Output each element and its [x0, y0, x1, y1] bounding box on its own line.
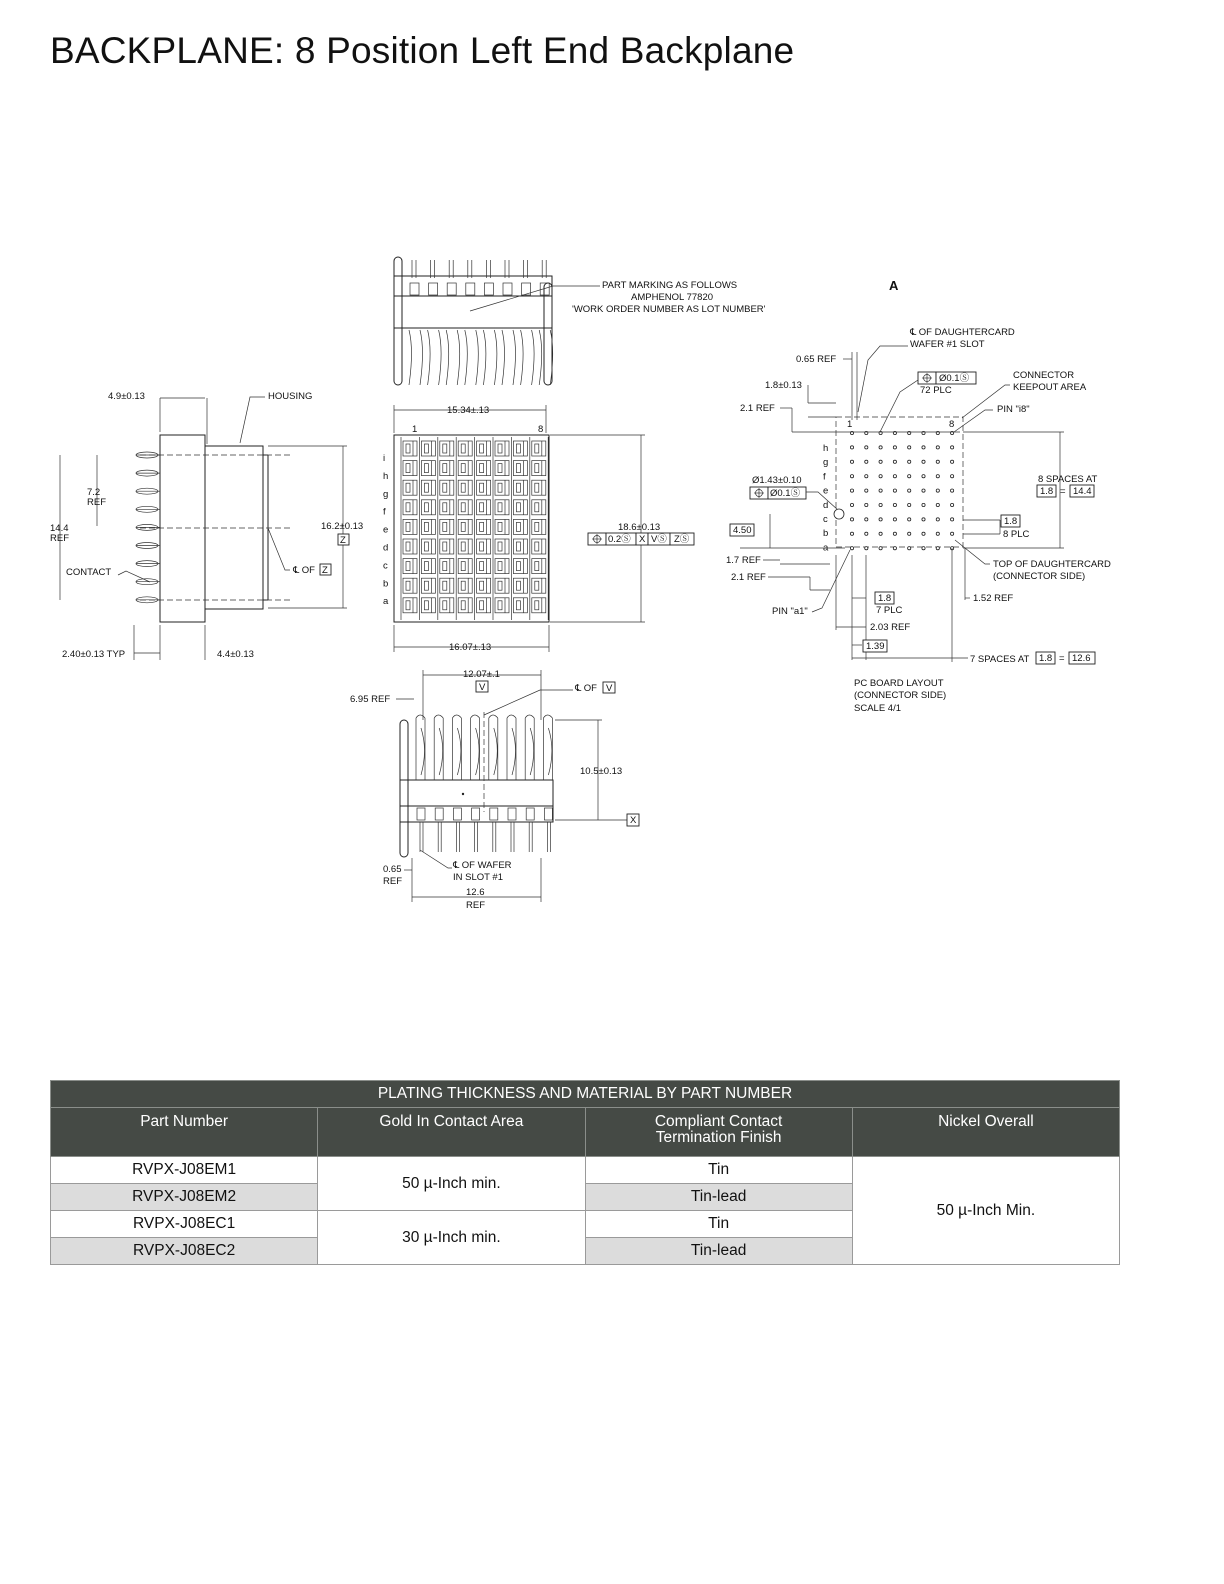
wafer-contact: [465, 330, 479, 385]
contact-slot: [480, 581, 484, 590]
dim-12-6-b: REF: [466, 900, 485, 911]
contact-slot: [498, 464, 502, 473]
header-finish: [585, 1108, 852, 1157]
pcb-hole: [922, 446, 925, 449]
contact-slot: [424, 542, 428, 551]
detail-a: A: [889, 278, 899, 293]
contact-slot: [406, 464, 410, 473]
cl-dc-2: WAFER #1 SLOT: [910, 339, 985, 350]
spaces8-eq: =: [1060, 486, 1066, 497]
housing-label: HOUSING: [268, 391, 313, 402]
wafer-contact: [489, 715, 498, 780]
pcb-row-label: a: [823, 542, 829, 554]
contact-slot: [461, 483, 465, 492]
pin-window: [484, 283, 493, 295]
pcb-hole: [936, 503, 939, 506]
dim-4-50: 4.50: [733, 525, 752, 536]
front-col-1: 1: [412, 424, 418, 435]
table-title: PLATING THICKNESS AND MATERIAL BY PART NUMBER: [51, 1081, 1120, 1108]
part-marking-2: AMPHENOL 77820: [631, 292, 714, 303]
dim-6-95: 6.95 REF: [350, 694, 391, 705]
pcb-hole: [908, 489, 911, 492]
tol-pos: 0.2Ⓢ: [608, 534, 631, 545]
spaces7-a: 1.8: [1039, 653, 1053, 664]
spaces7-1: 7 SPACES AT: [970, 654, 1030, 665]
contact-slot: [424, 601, 428, 610]
header-finish-line2: Termination Finish: [655, 1129, 782, 1146]
contact-slot: [443, 542, 447, 551]
pin-window: [503, 283, 512, 295]
pcb-hole: [922, 475, 925, 478]
pin-window: [490, 808, 498, 820]
pin-window: [447, 283, 456, 295]
contact-slot: [461, 464, 465, 473]
contact-spring: [421, 728, 425, 775]
pcb-row-label: c: [823, 514, 828, 525]
contact-slot: [535, 444, 539, 453]
contact-slot: [498, 503, 502, 512]
pcb-hole: [893, 475, 896, 478]
side-view: [50, 391, 363, 660]
ref-7-2-b: REF: [87, 497, 106, 508]
pcb-hole: [922, 503, 925, 506]
pcb-hole: [865, 489, 868, 492]
contact-slot: [406, 503, 410, 512]
dim-1-39: 1.39: [866, 641, 885, 652]
pcb-tol-dia: Ø0.1Ⓢ: [939, 373, 970, 384]
pcb-hole: [922, 489, 925, 492]
pcb-hole: [908, 446, 911, 449]
pcb-hole: [865, 460, 868, 463]
gold-cell: 50 µ-Inch min.: [318, 1157, 585, 1211]
contact-slot: [535, 581, 539, 590]
front-row-label: b: [383, 578, 389, 590]
front-row-label: d: [383, 542, 389, 554]
pcb-hole: [850, 475, 853, 478]
contact-slot: [461, 581, 465, 590]
keepout-2: KEEPOUT AREA: [1013, 382, 1087, 393]
contact-slot: [424, 562, 428, 571]
wafer-contact: [525, 715, 534, 780]
gold-cell: 30 µ-Inch min.: [318, 1211, 585, 1265]
ref-2-1-b: 2.1 REF: [731, 572, 766, 583]
pcb-hole: [908, 460, 911, 463]
contact-slot: [480, 444, 484, 453]
contact-slot: [516, 503, 520, 512]
pcb-hole: [951, 489, 954, 492]
dim-12-6: 12.6: [466, 887, 485, 898]
contact-slot: [535, 464, 539, 473]
pcb-hole: [879, 489, 882, 492]
contact-spring: [512, 728, 516, 775]
pin-window: [526, 808, 534, 820]
plating-table: [50, 1080, 1120, 1265]
pin-window: [417, 808, 425, 820]
spaces8-a: 1.8: [1040, 486, 1054, 497]
part-number-cell: RVPX-J08EM2: [51, 1184, 318, 1211]
dim-1-8-013: 1.8±0.13: [765, 380, 802, 391]
pcb-hole: [893, 460, 896, 463]
contact-slot: [406, 483, 410, 492]
contact-slot: [480, 542, 484, 551]
finish-cell: Tin-lead: [585, 1238, 852, 1265]
wafer-contact: [428, 330, 442, 385]
cl-of-v: ℄ OF: [575, 683, 597, 694]
contact-spring: [530, 728, 534, 775]
pcb-col-1: 1: [847, 419, 853, 430]
contact-slot: [535, 503, 539, 512]
spaces7-eq: =: [1059, 653, 1065, 664]
pcb-hole: [908, 503, 911, 506]
contact-slot: [516, 581, 520, 590]
pcb-hole: [879, 446, 882, 449]
pin-window: [472, 808, 480, 820]
contact-spring: [548, 728, 552, 775]
pcb-hole: [951, 460, 954, 463]
bottom-view: [350, 669, 639, 911]
contact-slot: [516, 444, 520, 453]
tol-x: X: [639, 534, 646, 545]
pcb-hole: [936, 489, 939, 492]
contact-slot: [443, 522, 447, 531]
front-view: [383, 405, 694, 653]
contact-slot: [498, 542, 502, 551]
dim-0-65: 0.65: [383, 864, 402, 875]
contact-slot: [498, 562, 502, 571]
part-number-cell: RVPX-J08EC1: [51, 1211, 318, 1238]
pcb-row-label: g: [823, 457, 829, 469]
dim-15-34: 15.34±.13: [447, 405, 490, 416]
pcb-row-label: h: [823, 443, 829, 454]
contact-slot: [443, 464, 447, 473]
pcb-hole: [850, 460, 853, 463]
contact-slot: [480, 601, 484, 610]
pcb-hole: [850, 446, 853, 449]
front-row-label: e: [383, 524, 389, 536]
part-marking-3: 'WORK ORDER NUMBER AS LOT NUMBER': [572, 304, 766, 315]
contact-slot: [516, 601, 520, 610]
contact-slot: [535, 562, 539, 571]
pcb-hole: [865, 532, 868, 535]
contact-slot: [406, 542, 410, 551]
table-row: [51, 1157, 1120, 1184]
pcb-hole: [908, 532, 911, 535]
pcb-row-label: f: [823, 471, 826, 483]
contact-slot: [480, 503, 484, 512]
contact-slot: [516, 483, 520, 492]
pcb-hole: [893, 532, 896, 535]
ref-14-4-b: REF: [50, 533, 69, 544]
hole-tol: Ø0.1Ⓢ: [770, 488, 801, 499]
contact-slot: [406, 562, 410, 571]
wafer-contact: [539, 330, 553, 385]
tol-v: VⓈ: [651, 534, 667, 545]
ref-7-2: 7.2: [87, 487, 101, 498]
contact-slot: [516, 542, 520, 551]
contact-slot: [480, 562, 484, 571]
contact-slot: [424, 503, 428, 512]
pcb-hole: [908, 518, 911, 521]
contact-slot: [516, 464, 520, 473]
contact-slot: [498, 522, 502, 531]
pcb-hole: [893, 489, 896, 492]
front-row-label: i: [383, 453, 386, 464]
pcb-hole: [908, 475, 911, 478]
header-finish-line1: Compliant Contact: [654, 1113, 783, 1130]
pcb-hole: [951, 446, 954, 449]
pin-window: [544, 808, 552, 820]
pcb-hole: [850, 532, 853, 535]
contact-slot: [498, 601, 502, 610]
contact-slot: [424, 522, 428, 531]
pcb-hole: [865, 475, 868, 478]
pcb-hole: [850, 489, 853, 492]
dim-18-6: 18.6±0.13: [618, 522, 661, 533]
pcb-hole: [865, 503, 868, 506]
wafer-contact: [416, 715, 425, 780]
pin-window: [508, 808, 516, 820]
part-number-cell: RVPX-J08EC2: [51, 1238, 318, 1265]
plc-72: 72 PLC: [920, 385, 952, 396]
ref-2-1: 2.1 REF: [740, 403, 775, 414]
contact-slot: [461, 444, 465, 453]
dim-4-9: 4.9±0.13: [108, 391, 145, 402]
pcb-hole: [951, 532, 954, 535]
contact-slot: [406, 581, 410, 590]
header-part-number: Part Number: [51, 1108, 318, 1157]
contact-slot: [443, 581, 447, 590]
pcb-hole: [922, 518, 925, 521]
contact-slot: [480, 464, 484, 473]
page-title: BACKPLANE: 8 Position Left End Backplane: [50, 30, 795, 71]
top-view: [394, 257, 766, 385]
contact-slot: [461, 503, 465, 512]
front-col-8: 8: [538, 424, 544, 435]
hole-dia: Ø1.43±0.10: [752, 475, 802, 486]
contact-slot: [443, 562, 447, 571]
spaces8-1: 8 SPACES AT: [1038, 474, 1098, 485]
pcb-hole: [922, 547, 925, 550]
part-number-cell: RVPX-J08EM1: [51, 1157, 318, 1184]
front-row-label: c: [383, 560, 388, 572]
pcb-hole: [893, 518, 896, 521]
dim-4-4: 4.4±0.13: [217, 649, 254, 660]
pcb-hole: [936, 547, 939, 550]
keepout-1: CONNECTOR: [1013, 370, 1075, 381]
nickel-cell: 50 µ-Inch Min.: [852, 1157, 1119, 1265]
ref-0-65: 0.65 REF: [796, 354, 837, 365]
datum-z: Z: [340, 535, 346, 546]
contact-slot: [480, 483, 484, 492]
wafer-contact: [521, 330, 535, 385]
pcb-hole: [922, 532, 925, 535]
pcb-hole: [850, 503, 853, 506]
dim-16-07: 16.07±.13: [449, 642, 492, 653]
pcb-hole: [936, 460, 939, 463]
contact-slot: [406, 601, 410, 610]
finish-cell: Tin: [585, 1211, 852, 1238]
dim-0-65-b: REF: [383, 876, 402, 887]
wafer-contact: [471, 715, 480, 780]
wafer-2: IN SLOT #1: [453, 872, 503, 883]
contact-slot: [443, 503, 447, 512]
datum-z-2: Z: [322, 565, 328, 576]
wafer-contact: [483, 330, 497, 385]
pcb-layout: [726, 278, 1111, 714]
front-row-label: f: [383, 506, 386, 518]
pcb-hole: [850, 518, 853, 521]
wafer-contact: [434, 715, 443, 780]
contact-slot: [424, 444, 428, 453]
pin-window: [410, 283, 419, 295]
pcb-hole: [936, 532, 939, 535]
pin-window: [466, 283, 475, 295]
pin-window: [435, 808, 443, 820]
pcb-hole: [879, 518, 882, 521]
pcb-hole: [850, 547, 853, 550]
wafer-1: ℄ OF WAFER: [453, 860, 512, 871]
finish-cell: Tin: [585, 1157, 852, 1184]
pcb-col-8: 8: [949, 419, 955, 430]
pcb-row-label: b: [823, 528, 829, 540]
pcb-row-label: d: [823, 499, 829, 511]
pcb-row-label: e: [823, 485, 829, 497]
ref-2-03: 2.03 REF: [870, 622, 911, 633]
datum-v: V: [479, 682, 486, 693]
wafer-contact: [446, 330, 460, 385]
pcb-hole: [879, 547, 882, 550]
wafer-contact: [502, 330, 516, 385]
pin-window: [453, 808, 461, 820]
pcb-hole: [936, 518, 939, 521]
contact-slot: [516, 522, 520, 531]
dim-10-5: 10.5±0.13: [580, 766, 623, 777]
plc7-a: 1.8: [878, 593, 892, 604]
pcb-hole: [951, 518, 954, 521]
part-marking-1: PART MARKING AS FOLLOWS: [602, 280, 738, 291]
plc8-a: 1.8: [1004, 516, 1018, 527]
tol-z: ZⓈ: [674, 534, 690, 545]
front-row-label: a: [383, 596, 389, 608]
top-dc-1: TOP OF DAUGHTERCARD: [993, 559, 1111, 570]
contact-slot: [461, 601, 465, 610]
dim-1-52: 1.52 REF: [973, 593, 1014, 604]
contact-slot: [461, 562, 465, 571]
contact-slot: [535, 522, 539, 531]
cl-dc-1: ℄ OF DAUGHTERCARD: [910, 327, 1015, 338]
spaces7-b: 12.6: [1072, 653, 1091, 664]
pcb-hole: [879, 503, 882, 506]
contact-label: CONTACT: [66, 567, 112, 578]
spaces8-b: 14.4: [1073, 486, 1092, 497]
pcb-hole: [865, 518, 868, 521]
ref-14-4: 14.4: [50, 523, 69, 534]
contact-slot: [443, 444, 447, 453]
front-row-label: h: [383, 470, 389, 482]
contact-spring: [476, 728, 480, 775]
contact-slot: [424, 464, 428, 473]
wafer-contact: [409, 330, 423, 385]
pcb-hole: [908, 547, 911, 550]
header-nickel: Nickel Overall: [852, 1108, 1119, 1157]
finish-cell: Tin-lead: [585, 1184, 852, 1211]
pcb-hole: [879, 460, 882, 463]
pcb-hole: [879, 532, 882, 535]
top-dc-2: (CONNECTOR SIDE): [993, 571, 1086, 582]
contact-slot: [498, 444, 502, 453]
contact-slot: [498, 581, 502, 590]
pcb-hole: [879, 475, 882, 478]
contact-spring: [439, 728, 443, 775]
dim-2-40: 2.40±0.13 TYP: [62, 649, 126, 660]
caption-2: (CONNECTOR SIDE): [854, 690, 947, 701]
pcb-hole: [893, 446, 896, 449]
pin-window: [429, 283, 438, 295]
pcb-hole: [936, 446, 939, 449]
wafer-contact: [452, 715, 461, 780]
contact-slot: [406, 444, 410, 453]
pcb-hole: [936, 475, 939, 478]
datum-v-2: V: [606, 683, 613, 694]
pin-i8: PIN "i8": [997, 404, 1030, 415]
contact-slot: [424, 581, 428, 590]
contact-slot: [443, 483, 447, 492]
ref-1-7: 1.7 REF: [726, 555, 761, 566]
contact-slot: [406, 522, 410, 531]
pcb-hole: [865, 446, 868, 449]
contact-slot: [535, 601, 539, 610]
pcb-hole: [893, 547, 896, 550]
caption-3: SCALE 4/1: [854, 703, 901, 714]
pin-a1: PIN "a1": [772, 606, 808, 617]
contact-slot: [498, 483, 502, 492]
dim-12-07: 12.07±.1: [463, 669, 500, 680]
plc8-b: 8 PLC: [1003, 529, 1030, 540]
front-row-label: g: [383, 488, 389, 500]
pcb-hole: [893, 503, 896, 506]
contact-spring: [457, 728, 461, 775]
pcb-hole: [951, 503, 954, 506]
cl-of-z: ℄ OF: [293, 565, 315, 576]
dim-16-2: 16.2±0.13: [321, 521, 364, 532]
contact-slot: [461, 522, 465, 531]
pcb-hole: [951, 475, 954, 478]
contact-slot: [516, 562, 520, 571]
pcb-hole: [865, 547, 868, 550]
pcb-hole: [922, 460, 925, 463]
wafer-contact: [507, 715, 516, 780]
header-gold: Gold In Contact Area: [318, 1108, 585, 1157]
contact-slot: [535, 483, 539, 492]
caption-1: PC BOARD LAYOUT: [854, 678, 944, 689]
datum-x: X: [630, 815, 637, 826]
contact-slot: [461, 542, 465, 551]
contact-slot: [443, 601, 447, 610]
contact-slot: [535, 542, 539, 551]
contact-spring: [494, 728, 498, 775]
contact-slot: [424, 483, 428, 492]
plc7-b: 7 PLC: [876, 605, 903, 616]
wafer-contact: [543, 715, 552, 780]
contact-slot: [480, 522, 484, 531]
